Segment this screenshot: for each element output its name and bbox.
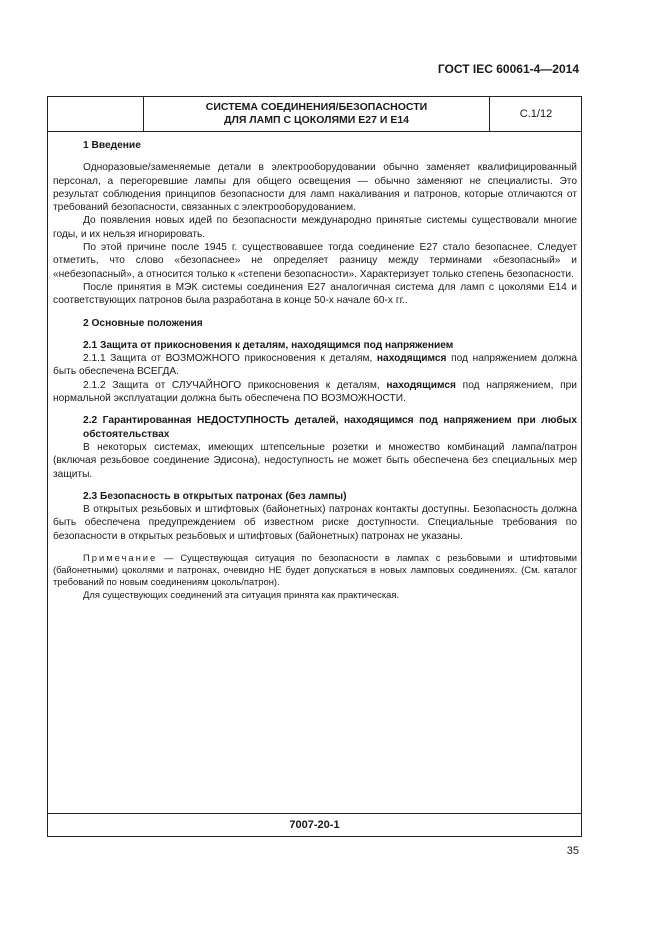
- clause-2-1-2-text-a: 2.1.2 Защита от СЛУЧАЙНОГО прикосновения к деталям,: [83, 379, 387, 391]
- sheet-title-line2: ДЛЯ ЛАМП С ЦОКОЛЯМИ Е27 И Е14: [224, 114, 409, 126]
- sheet-frame: [47, 96, 582, 837]
- note-text: — Существующая ситуация по безопасности в лампах с резьбовыми и штифтовыми (байонетными) цоколями и патронах, очевидно НЕ будет допускаться в новых ламповых соединениях. (См. каталог требований по новым соединениям цоколь/патрон).: [53, 552, 577, 588]
- clause-2-1-1: [53, 352, 577, 379]
- sheet-title-line1: СИСТЕМА СОЕДИНЕНИЯ/БЕЗОПАСНОСТИ: [205, 101, 428, 113]
- sheet-body: [53, 139, 577, 601]
- clause-2-1-1-text-a: 2.1.1 Защита от ВОЗМОЖНОГО прикосновения к деталям,: [83, 353, 377, 365]
- section-2-3-heading: 2.3 Безопасность в открытых патронах (без лампы): [83, 490, 347, 502]
- clause-2-1-2: [53, 379, 577, 406]
- sheet-header: [48, 97, 581, 132]
- clause-2-1-1-bold: находящимся: [376, 353, 447, 365]
- standard-number: ГОСТ IEC 60061-4—2014: [437, 62, 579, 76]
- section-1-paragraph-4: После принятия в МЭК системы соединения Е27 аналогичная система для ламп с цоколями Е14 и соответствующих патронов была разработана в конце 50-х начале 60-х гг..: [53, 281, 577, 307]
- section-2-2-paragraph: В некоторых системах, имеющих штепсельные розетки и множество комбинаций лампа/патрон (включая резьбовое соединение Эдисона), недоступность не может быть обеспечена без специальных мер защиты.: [53, 441, 577, 480]
- note-label: Примечание: [83, 552, 158, 564]
- section-1-paragraph-1: Одноразовые/заменяемые детали в электрооборудовании обычно заменяет квалифицированный персонал, а перегоревшие лампы для общего освещения — обычно заменяют не специалисты. Это результат соблюдения принципов безопасности для ламп накаливания и патронов, которые отличаются от требований безопасности, связанных с электрооборудованием.: [53, 162, 577, 214]
- sheet-code: С.1/12: [489, 97, 582, 131]
- clause-2-1-2-text-b: под напряжением, при нормальной эксплуатации должна быть обеспечена ПО ВОЗМОЖНОСТИ.: [53, 379, 577, 405]
- clause-2-1-1-text-b: под напряжением должна быть обеспечена ВСЕГДА.: [53, 353, 577, 378]
- section-2-1-heading: 2.1 Защита от прикосновения к деталям, находящимся под напряжением: [83, 339, 454, 351]
- section-1-paragraph-3: По этой причине после 1945 г. существовавшее тогда соединение Е27 стало безопаснее. Следует отметить, что слово «безопаснее» не определяет разницу между терминами «безопасный» и «небезопасный», а относится только к «степени безопасности». Характеризует только степень безопасности.: [53, 242, 577, 280]
- clause-2-1-2-bold: находящимся: [386, 379, 456, 391]
- section-2-heading: 2 Основные положения: [83, 317, 203, 329]
- page-number: 35: [566, 845, 579, 857]
- section-2-2-heading: 2.2 Гарантированная НЕДОСТУПНОСТЬ деталей, находящимся под напряжением при любых обстоятельствах: [83, 415, 577, 440]
- note: [53, 552, 577, 589]
- note-paragraph-2: Для существующих соединений эта ситуация принята как практическая.: [83, 588, 400, 600]
- section-1-paragraph-2: До появления новых идей по безопасности международно принятые системы существовали многие годы, и их нельзя игнорировать.: [53, 215, 577, 240]
- sheet-footer-id: 7007-20-1: [48, 813, 581, 836]
- sheet-title: [144, 97, 489, 131]
- section-2-3-paragraph: В открытых резьбовых и штифтовых (байонетных) патронах контакты доступны. Безопасность должна быть обеспечена предупреждением об известном риске доступности. Специальные требования по безопасности в открытых резьбовых и штифтовых (байонетных) патронах не указаны.: [53, 504, 577, 542]
- section-1-heading: 1 Введение: [83, 140, 141, 151]
- header-blank-cell: [48, 97, 144, 131]
